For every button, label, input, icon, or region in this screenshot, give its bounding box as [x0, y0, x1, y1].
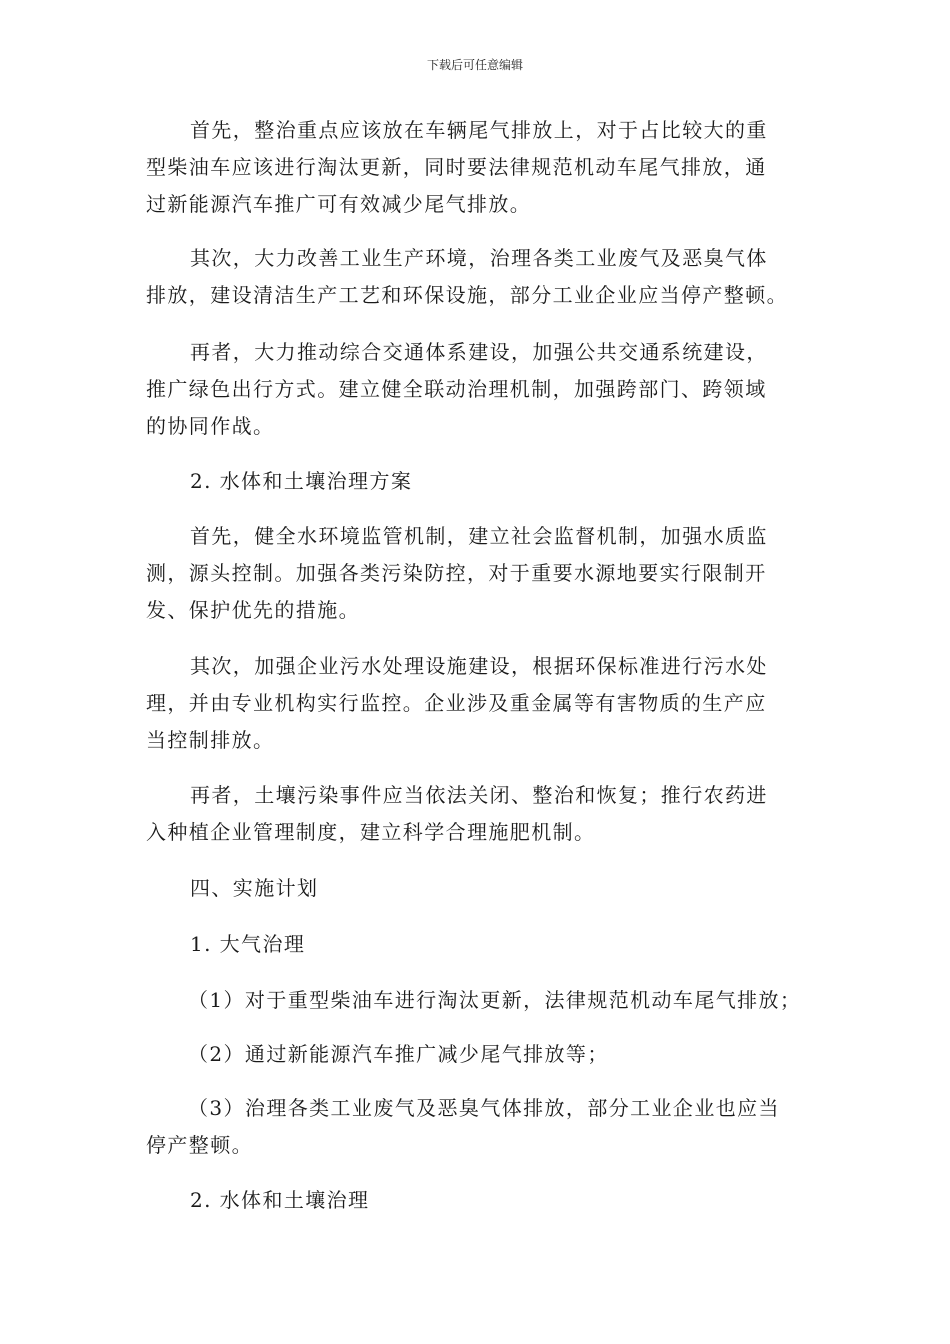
heading-air-governance: [146, 926, 806, 963]
list-item-line: 停产整顿。: [146, 1133, 253, 1157]
list-item-line: （1）对于重型柴油车进行淘汰更新，法律规范机动车尾气排放；: [188, 988, 802, 1012]
list-item-3: [146, 1090, 806, 1164]
heading-implementation-plan: [146, 870, 806, 907]
paragraph-line: 当控制排放。: [146, 728, 275, 752]
list-item-2: [146, 1036, 806, 1073]
section-heading: 2. 水体和土壤治理: [190, 1188, 370, 1212]
paragraph-line: 的协同作战。: [146, 414, 275, 438]
paragraph-line: 入种植企业管理制度，建立科学合理施肥机制。: [146, 820, 596, 844]
paragraph-sewage-treatment: [146, 648, 806, 759]
paragraph-line: 其次，加强企业污水处理设施建设，根据环保标准进行污水处: [190, 654, 768, 678]
paragraph-line: 过新能源汽车推广可有效减少尾气排放。: [146, 192, 532, 216]
paragraph-line: 发、保护优先的措施。: [146, 598, 360, 622]
paragraph-line: 首先，整治重点应该放在车辆尾气排放上，对于占比较大的重: [190, 118, 768, 142]
paragraph-line: 其次，大力改善工业生产环境，治理各类工业废气及恶臭气体: [190, 246, 768, 270]
section-heading: 四、实施计划: [190, 876, 319, 900]
paragraph-line: 型柴油车应该进行淘汰更新，同时要法律规范机动车尾气排放，通: [146, 155, 767, 179]
paragraph-transport-system: [146, 334, 806, 445]
paragraph-line: 再者，土壤污染事件应当依法关闭、整治和恢复；推行农药进: [190, 783, 768, 807]
paragraph-line: 再者，大力推动综合交通体系建设，加强公共交通系统建设，: [190, 340, 768, 364]
paragraph-industrial-environment: [146, 240, 806, 314]
paragraph-line: 排放，建设清洁生产工艺和环保设施，部分工业企业应当停产整顿。: [146, 283, 788, 307]
list-item-line: （2）通过新能源汽车推广减少尾气排放等；: [188, 1042, 609, 1066]
paragraph-water-supervision: [146, 518, 806, 629]
heading-water-soil-governance: [146, 1182, 806, 1219]
paragraph-line: 推广绿色出行方式。建立健全联动治理机制，加强跨部门、跨领域: [146, 377, 767, 401]
paragraph-line: 测，源头控制。加强各类污染防控，对于重要水源地要实行限制开: [146, 561, 767, 585]
page-header: 下载后可任意编辑: [426, 58, 523, 72]
paragraph-vehicle-emissions: [146, 112, 806, 223]
paragraph-soil-pollution: [146, 777, 806, 851]
heading-water-soil-plan: [146, 463, 806, 500]
section-heading: 2. 水体和土壤治理方案: [190, 469, 413, 493]
paragraph-line: 首先，健全水环境监管机制，建立社会监督机制，加强水质监: [190, 524, 768, 548]
paragraph-line: 理，并由专业机构实行监控。企业涉及重金属等有害物质的生产应: [146, 691, 767, 715]
list-item-line: （3）治理各类工业废气及恶臭气体排放，部分工业企业也应当: [188, 1096, 780, 1120]
list-item-1: [146, 982, 806, 1019]
section-heading: 1. 大气治理: [190, 932, 306, 956]
